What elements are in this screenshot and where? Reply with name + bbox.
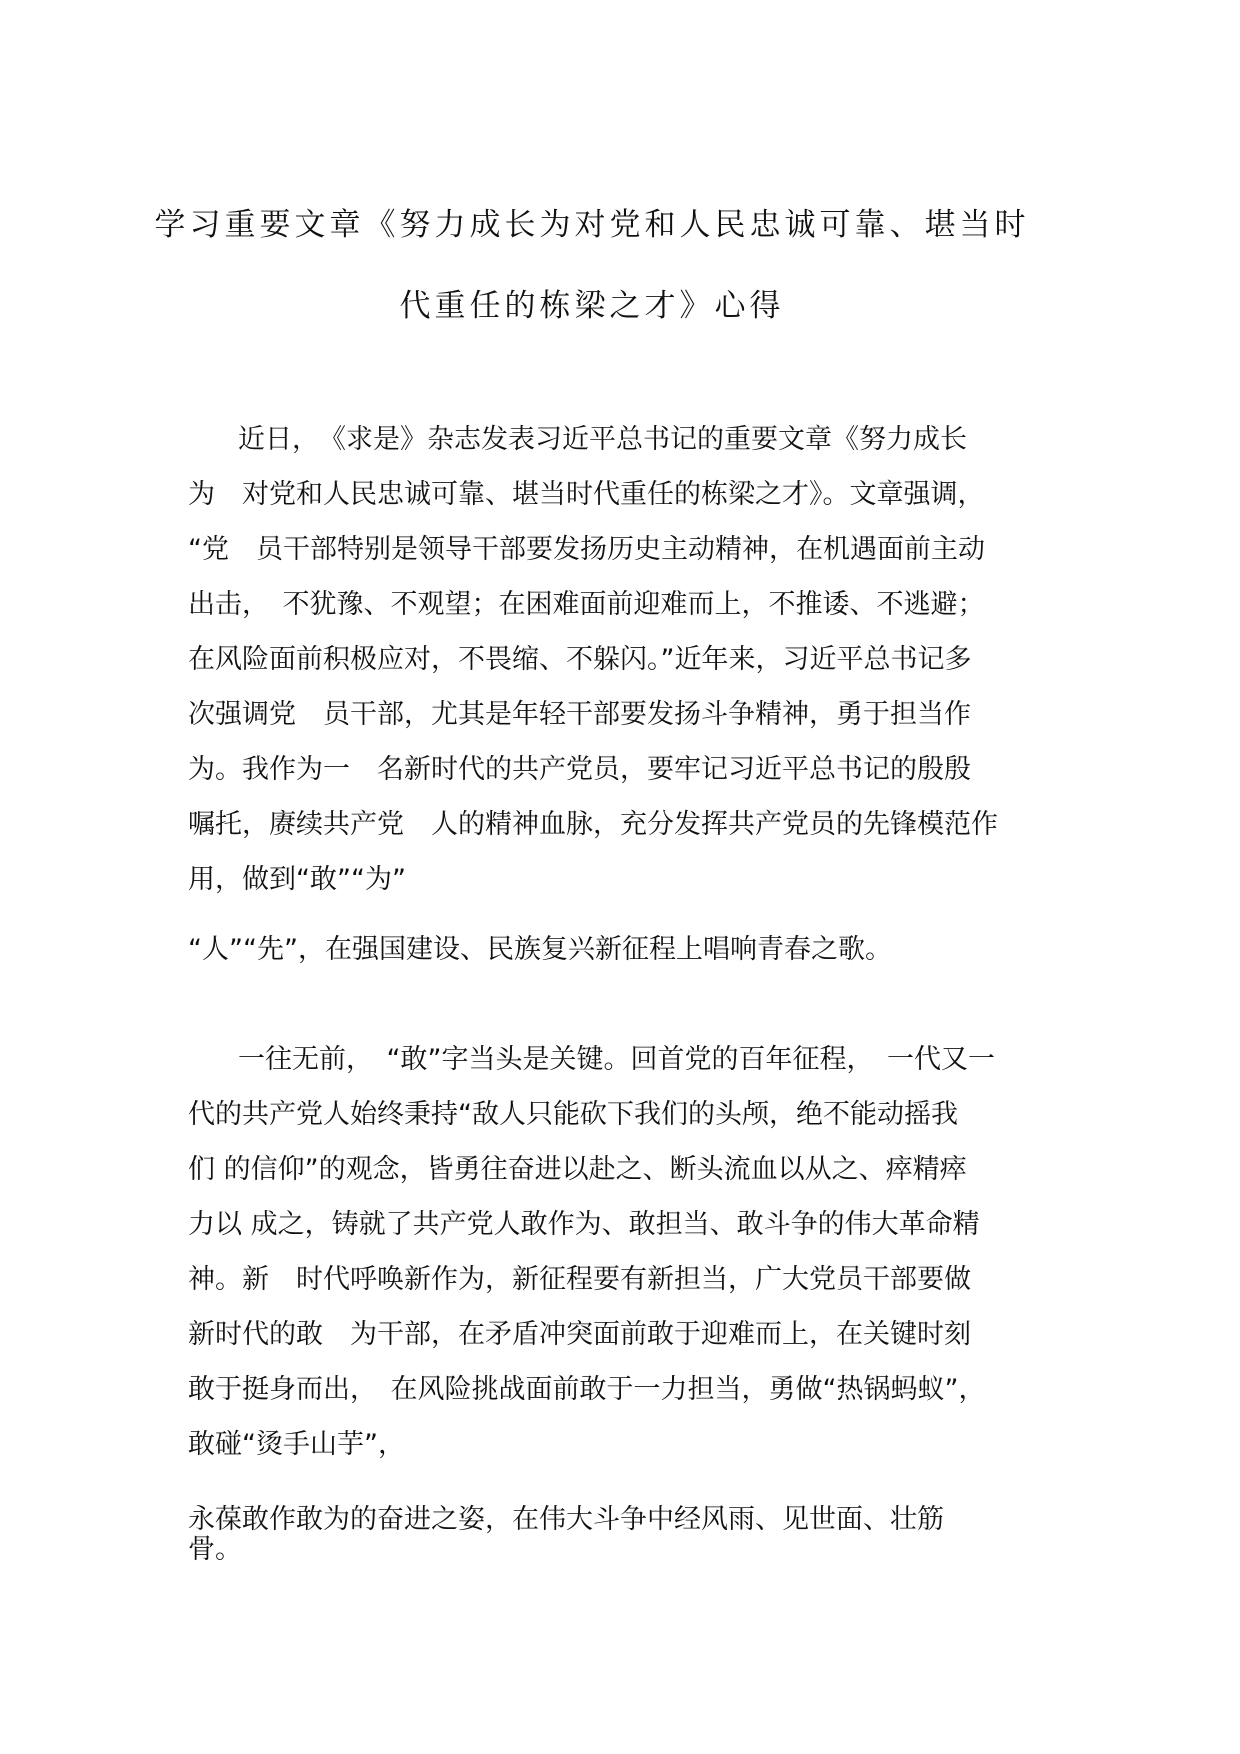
paragraph1-line-8: 嘱托，赓续共产党 人的精神血脉，充分发挥共产党员的先锋模范作: [188, 809, 998, 840]
paragraph2-tail-line-2: 骨。: [188, 1534, 242, 1565]
document-title-line-2: 代重任的栋梁之才》心得: [399, 288, 785, 324]
paragraph1-line-4: 出击， 不犹豫、不观望；在困难面前迎难而上，不推诿、不逃避；: [188, 589, 985, 620]
paragraph1-line-7: 为。我作为一 名新时代的共产党员，要牢记习近平总书记的殷殷: [188, 754, 971, 785]
paragraph2-line-8: 敢碰“烫手山芋”，: [188, 1429, 405, 1460]
paragraph1-line-6: 次强调党 员干部，尤其是年轻干部要发扬斗争精神，勇于担当作: [188, 699, 971, 730]
document-title-line-1: 学习重要文章《努力成长为对党和人民忠诚可靠、堪当时: [154, 207, 1030, 243]
paragraph1-line-9: 用，做到“敢”“为”: [188, 864, 406, 895]
paragraph2-line-3: 们 的信仰”的观念，皆勇往奋进以赴之、断头流血以从之、瘁精瘁: [188, 1154, 967, 1185]
paragraph1-line-5: 在风险面前积极应对，不畏缩、不躲闪。”近年来，习近平总书记多: [188, 644, 972, 675]
paragraph2-line-7: 敢于挺身而出， 在风险挑战面前敢于一力担当，勇做“热锅蚂蚁”，: [188, 1374, 986, 1405]
paragraph2-line-5: 神。新 时代呼唤新作为，新征程要有新担当，广大党员干部要做: [188, 1264, 971, 1295]
paragraph2-line-2: 代的共产党人始终秉持“敌人只能砍下我们的头颅，绝不能动摇我: [188, 1099, 958, 1130]
paragraph2-tail-line-1: 永葆敢作敢为的奋进之姿，在伟大斗争中经风雨、见世面、壮筋: [188, 1504, 944, 1535]
paragraph1-line-1: 近日， 《求是》杂志发表习近平总书记的重要文章《努力成长: [238, 424, 967, 455]
paragraph1-line-3: “党 员干部特别是领导干部要发扬历史主动精神，在机遇面前主动: [188, 534, 985, 565]
paragraph1-tail: “人”“先”，在强国建设、民族复兴新征程上唱响青春之歌。: [188, 934, 892, 965]
paragraph2-line-1: 一往无前， “敢”字当头是关键。回首党的百年征程， 一代又一: [238, 1044, 995, 1075]
paragraph1-line-2: 为 对党和人民忠诚可靠、堪当时代重任的栋梁之才》。文章强调，: [188, 479, 985, 510]
paragraph2-line-6: 新时代的敢 为干部，在矛盾冲突面前敢于迎难而上，在关键时刻: [188, 1319, 971, 1350]
paragraph2-line-4: 力以 成之，铸就了共产党人敢作为、敢担当、敢斗争的伟大革命精: [188, 1209, 980, 1240]
